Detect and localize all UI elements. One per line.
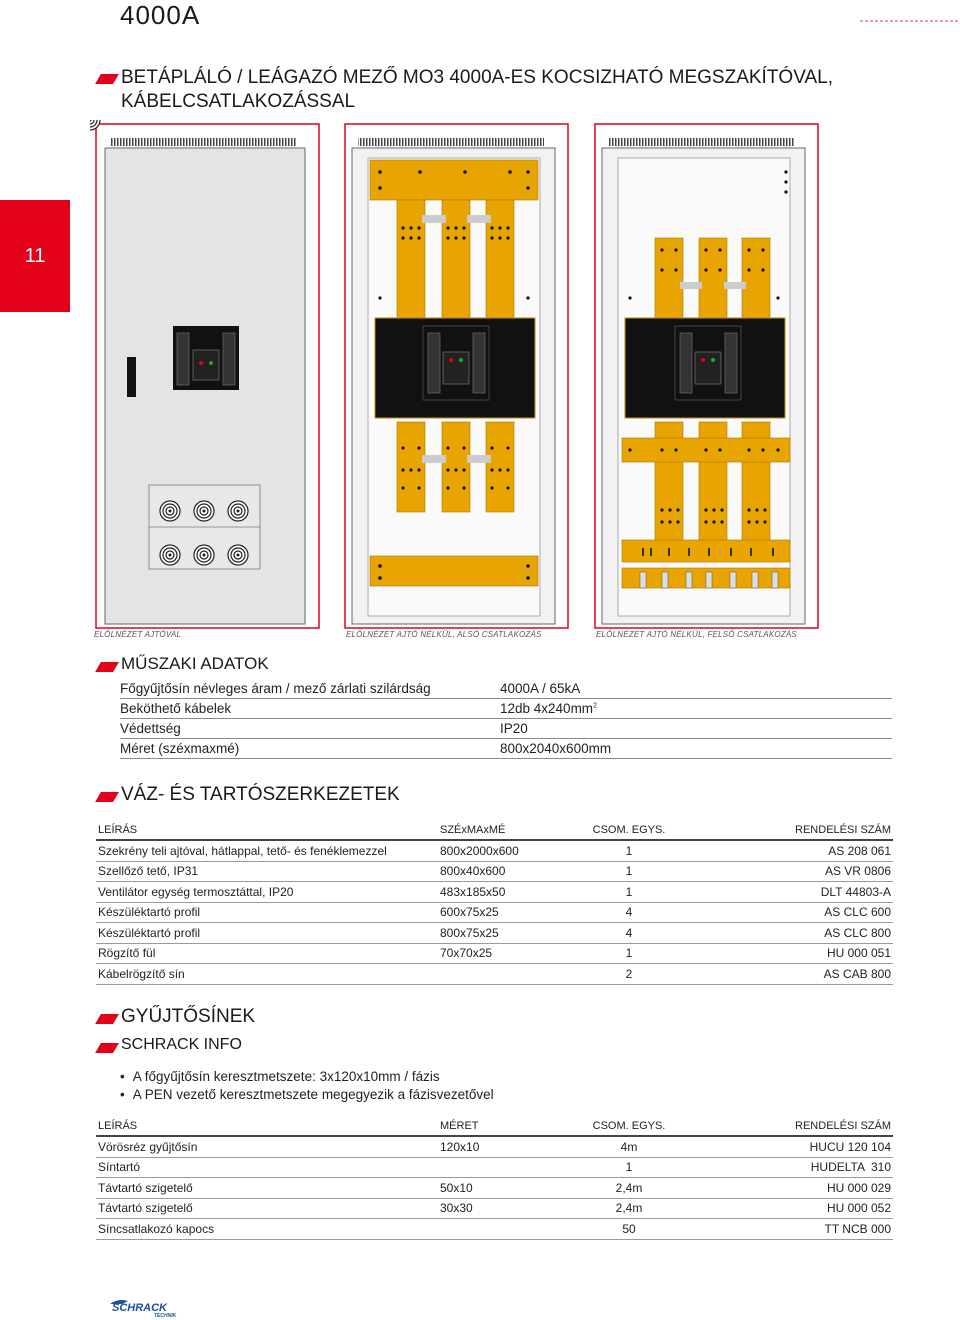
- cell-pack-unit: 1: [587, 861, 671, 882]
- cell-pack-unit: 1: [587, 1157, 671, 1178]
- table-row: [96, 1219, 893, 1240]
- schrack-info-list: [120, 1068, 494, 1104]
- tech-bullet-icon: [95, 662, 119, 672]
- cell-order-number: HUDELTA 310: [671, 1157, 893, 1178]
- schrack-info-title: SCHRACK INFO: [121, 1036, 242, 1053]
- caption-front-with-door: ELŐLNÉZET AJTÓVAL: [94, 630, 182, 639]
- header-pack-unit: CSOM. EGYS.: [587, 1116, 671, 1136]
- cell-order-number: AS VR 0806: [671, 861, 893, 882]
- frame-title: VÁZ- ÉS TARTÓSZERKEZETEK: [121, 784, 400, 805]
- cell-description: Síntartó: [96, 1157, 438, 1178]
- tech-data-table: [120, 679, 892, 759]
- header-description: LEÍRÁS: [96, 1116, 438, 1136]
- tech-row: [120, 739, 892, 759]
- breaker-front-2: [423, 326, 489, 400]
- header-order-number: RENDELÉSI SZÁM: [671, 820, 893, 840]
- busbar-title: GYŰJTŐSÍNEK: [121, 1006, 256, 1027]
- cell-pack-unit: 50: [587, 1219, 671, 1240]
- cell-size: 600x75x25: [438, 902, 587, 923]
- frame-table-header: [96, 820, 893, 840]
- cell-pack-unit: 1: [587, 882, 671, 903]
- table-row: [96, 1198, 893, 1219]
- cabinet-figures: [90, 120, 830, 630]
- busbar-table: [96, 1116, 893, 1240]
- cell-dimension: [438, 1157, 587, 1178]
- header-order-number: RENDELÉSI SZÁM: [671, 1116, 893, 1136]
- table-row: [96, 964, 893, 985]
- cell-order-number: HU 000 051: [671, 943, 893, 964]
- caption-top-connection: ELŐLNÉZET AJTÓ NÉLKÜL, FELSŐ CSATLAKOZÁS: [596, 630, 797, 639]
- schrack-logo[interactable]: [108, 1298, 190, 1318]
- figure-front-with-door: [90, 120, 319, 628]
- table-row: [96, 902, 893, 923]
- cell-order-number: AS CAB 800: [671, 964, 893, 985]
- logo-subtext: TECHNIK: [154, 1313, 177, 1318]
- door-handle: [127, 357, 136, 397]
- tech-label: Védettség: [120, 719, 500, 739]
- info-item: • A PEN vezető keresztmetszete megegyezik a fázisvezetővel: [120, 1086, 494, 1104]
- cell-pack-unit: 4: [587, 923, 671, 944]
- cell-size: 483x185x50: [438, 882, 587, 903]
- figure-top-connection: [595, 124, 818, 628]
- cell-order-number: AS CLC 600: [671, 902, 893, 923]
- tech-title: MŰSZAKI ADATOK: [121, 654, 269, 673]
- cell-dimension: 50x10: [438, 1178, 587, 1199]
- tech-value-cables: [500, 699, 892, 719]
- tech-value: 12db 4x240mm: [500, 701, 594, 716]
- cell-size: 800x2000x600: [438, 840, 587, 861]
- frame-bullet-icon: [95, 792, 119, 802]
- cell-size: [438, 964, 587, 985]
- cell-order-number: HU 000 052: [671, 1198, 893, 1219]
- cell-pack-unit: 4: [587, 902, 671, 923]
- cell-description: Kábelrögzítő sín: [96, 964, 438, 985]
- header-description: LEÍRÁS: [96, 820, 438, 840]
- cell-description: Rögzítő fül: [96, 943, 438, 964]
- page-title: 4000A: [120, 0, 201, 30]
- table-row: [96, 882, 893, 903]
- cell-order-number: HUCU 120 104: [671, 1136, 893, 1157]
- cell-pack-unit: 4m: [587, 1136, 671, 1157]
- breaker-front-1: [173, 326, 239, 390]
- breaker-front-3: [675, 326, 741, 400]
- tech-label: Beköthető kábelek: [120, 699, 500, 719]
- cell-description: Távtartó szigetelő: [96, 1198, 438, 1219]
- cell-pack-unit: 2,4m: [587, 1198, 671, 1219]
- cell-order-number: AS 208 061: [671, 840, 893, 861]
- tech-value: 800x2040x600mm: [500, 739, 892, 759]
- table-row: [96, 1136, 893, 1157]
- table-row: [96, 840, 893, 861]
- cell-size: 70x70x25: [438, 943, 587, 964]
- figure-bottom-connection: [345, 124, 568, 628]
- tech-value-superscript: 2: [593, 702, 597, 710]
- cell-description: Távtartó szigetelő: [96, 1178, 438, 1199]
- main-heading: [121, 66, 833, 114]
- frame-table: [96, 820, 893, 985]
- tech-row: [120, 699, 892, 719]
- heading-bullet-icon: [95, 74, 119, 84]
- tech-value: IP20: [500, 719, 892, 739]
- cell-pack-unit: 1: [587, 943, 671, 964]
- main-heading-line1: BETÁPLÁLÓ / LEÁGAZÓ MEZŐ MO3 4000A-ES KOCSIZHATÓ MEGSZAKÍTÓVAL,: [121, 67, 833, 88]
- cell-description: Készüléktartó profil: [96, 902, 438, 923]
- header-size: SZÉxMAxMÉ: [438, 820, 587, 840]
- table-row: [96, 1178, 893, 1199]
- cell-order-number: HU 000 029: [671, 1178, 893, 1199]
- cell-description: Síncsatlakozó kapocs: [96, 1219, 438, 1240]
- cell-description: Ventilátor egység termosztáttal, IP20: [96, 882, 438, 903]
- info-bullet-icon: [95, 1043, 119, 1053]
- cell-dimension: 120x10: [438, 1136, 587, 1157]
- cell-description: Szekrény teli ajtóval, hátlappal, tető- és fenéklemezzel: [96, 840, 438, 861]
- cell-size: 800x75x25: [438, 923, 587, 944]
- cell-dimension: [438, 1219, 587, 1240]
- main-heading-line2: KÁBELCSATLAKOZÁSSAL: [121, 91, 356, 112]
- tech-label: Főgyűjtősín névleges áram / mező zárlati szilárdság: [120, 679, 500, 699]
- cell-description: Vörösréz gyűjtősín: [96, 1136, 438, 1157]
- header-decoration: [860, 20, 960, 22]
- table-row: [96, 861, 893, 882]
- caption-bottom-connection: ELŐLNÉZET AJTÓ NÉLKÜL, ALSÓ CSATLAKOZÁS: [346, 630, 542, 639]
- chapter-tab: 11: [0, 200, 70, 312]
- cell-pack-unit: 2,4m: [587, 1178, 671, 1199]
- table-row: [96, 923, 893, 944]
- header-pack-unit: CSOM. EGYS.: [587, 820, 671, 840]
- table-row: [96, 943, 893, 964]
- cell-order-number: TT NCB 000: [671, 1219, 893, 1240]
- cell-order-number: DLT 44803-A: [671, 882, 893, 903]
- tech-row: [120, 719, 892, 739]
- busbar-bullet-icon: [95, 1014, 119, 1024]
- cell-size: 800x40x600: [438, 861, 587, 882]
- table-row: [96, 1157, 893, 1178]
- busbar-table-header: [96, 1116, 893, 1136]
- cell-pack-unit: 1: [587, 840, 671, 861]
- tech-label: Méret (széxmaxmé): [120, 739, 500, 759]
- cell-order-number: AS CLC 800: [671, 923, 893, 944]
- tech-value: 4000A / 65kA: [500, 679, 892, 699]
- header-dimension: MÉRET: [438, 1116, 587, 1136]
- tech-row: [120, 679, 892, 699]
- logo-text: SCHRACK: [112, 1302, 167, 1314]
- cell-description: Szellőző tető, IP31: [96, 861, 438, 882]
- cell-pack-unit: 2: [587, 964, 671, 985]
- cell-dimension: 30x30: [438, 1198, 587, 1219]
- info-item: • A főgyűjtősín keresztmetszete: 3x120x10mm / fázis: [120, 1068, 494, 1086]
- cell-description: Készüléktartó profil: [96, 923, 438, 944]
